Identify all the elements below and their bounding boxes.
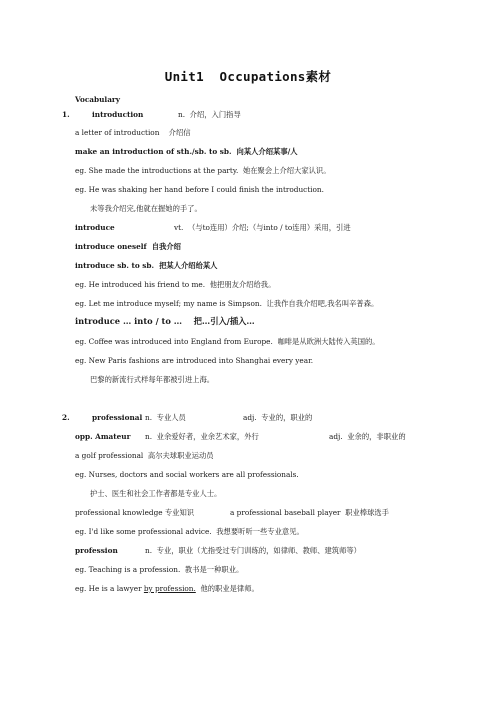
phrase-line: professional knowledge 专业知识 (75, 508, 195, 517)
document-title: Unit1 Occupations素材 (164, 69, 332, 84)
example-line: eg. She made the introductions at the party. 她在聚会上介绍大家认识。 (75, 166, 331, 175)
antonym-headword: opp. Amateur (75, 432, 131, 441)
example-line: eg. Let me introduce myself; my name is Simpson. 让我作自我介绍吧,我名叫辛普森。 (75, 299, 379, 308)
phrase-line: a golf professional 高尔夫球职业运动员 (75, 451, 214, 460)
entry-definition: vt. （与to连用）介绍;（与into / to连用）采用，引进 (174, 223, 351, 232)
example-line: eg. Nurses, doctors and social workers are all professionals. (75, 470, 299, 479)
section-label: Vocabulary (75, 95, 121, 104)
example-line: eg. Coffee was introduced into England from Europe. 咖啡是从欧洲大陆传入英国的。 (75, 337, 380, 346)
entry-definition: n. 介绍，入门指导 (178, 110, 241, 119)
example-text: eg. He is a lawyer (75, 584, 144, 593)
example-line: eg. He introduced his friend to me. 他把朋友介绍给我。 (75, 280, 276, 289)
entry-definition: n. 专业人员 (145, 413, 186, 422)
phrase-line: introduce … into / to … 把…引入/插入… (75, 316, 255, 326)
translation-line: 护士、医生和社会工作者都是专业人士。 (90, 489, 222, 498)
example-line: eg. New Paris fashions are introduced into Shanghai every year. (75, 356, 314, 365)
example-line: eg. Teaching is a profession. 教书是一种职业。 (75, 565, 244, 574)
entry-definition: adj. 专业的，职业的 (243, 413, 313, 422)
entry-definition: n. 业余爱好者，业余艺术家，外行 (145, 432, 259, 441)
phrase-line: make an introduction of sth./sb. to sb. 向某人介绍某事/人 (75, 147, 298, 156)
translation-line: 巴黎的新流行式样每年都被引进上海。 (90, 375, 215, 384)
entry-definition: n. 专业，职业（尤指受过专门训练的，如律师、教师、建筑师等） (145, 546, 361, 555)
example-line: eg. He was shaking her hand before I could finish the introduction. (75, 185, 324, 194)
phrase-line: a professional baseball player 职业棒球选手 (230, 508, 389, 517)
underlined-phrase: by profession. (143, 584, 196, 593)
example-translation: 他的职业是律师。 (195, 584, 259, 593)
entry-number-1: 1. (62, 110, 70, 119)
example-line (75, 584, 259, 593)
entry-definition: adj. 业余的，非职业的 (329, 432, 406, 441)
phrase-line: a letter of introduction 介绍信 (75, 128, 191, 137)
phrase-line: introduce oneself 自我介绍 (75, 242, 181, 251)
entry-headword-professional: professional (92, 413, 143, 422)
entry-headword-introduction: introduction (92, 110, 144, 119)
headword-profession: profession (75, 546, 118, 555)
headword-introduce: introduce (75, 223, 115, 232)
example-line: eg. I'd like some professional advice. 我想要听听一些专业意见。 (75, 527, 304, 536)
entry-number-2: 2. (62, 413, 70, 422)
translation-line: 未等我介绍完,他就在握她的手了。 (90, 204, 202, 213)
phrase-line: introduce sb. to sb. 把某人介绍给某人 (75, 261, 218, 270)
